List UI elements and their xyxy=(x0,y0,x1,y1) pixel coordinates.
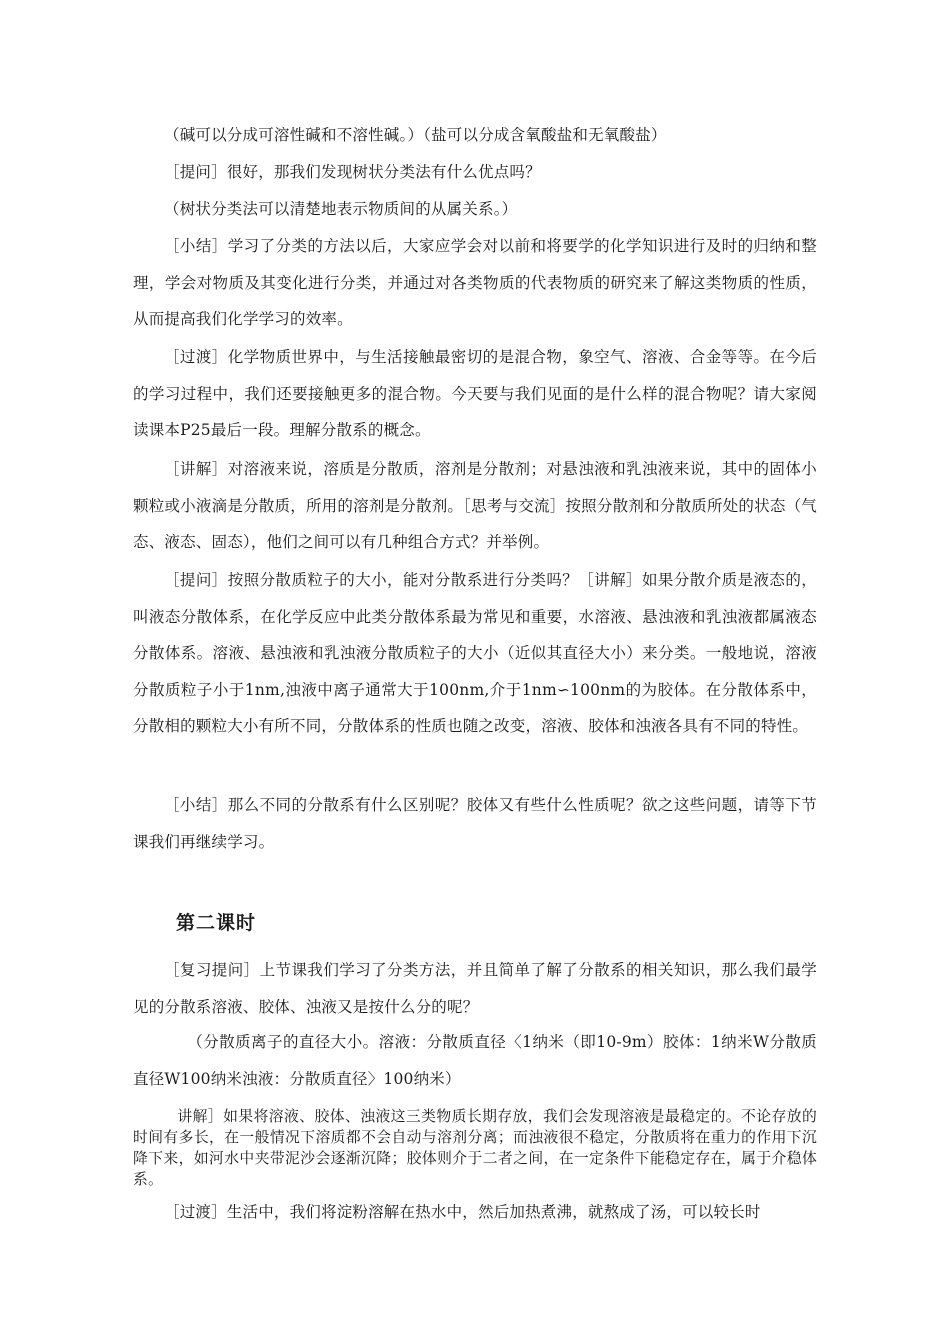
paragraph-tree-answer: （树状分类法可以清楚地表示物质间的从属关系。） xyxy=(164,200,518,218)
paragraph-explain-dispersion: ［讲解］对溶液来说，溶质是分散质，溶剂是分散剂；对悬浊液和乳浊液来说，其中的固体小颗粒或小液滴是分散质，所用的溶剂是分散剂。［思考与交流］按照分散剂和分散质所处的状态（气态、液态、固态），他们之间可以有几种组合方式？并举例。 xyxy=(133,460,817,551)
paragraph-summary-classification: ［小结］学习了分类的方法以后，大家应学会对以前和将要学的化学知识进行及时的归纳和整理，学会对物质及其变化进行分类，并通过对各类物质的代表物质的研究来了解这类物质的性质，从而提高我们化学学习的效率。 xyxy=(133,237,817,328)
paragraph-transition-mixtures: ［过渡］化学物质世界中，与生活接触最密切的是混合物，象空气、溶液、合金等等。在今后的学习过程中，我们还要接触更多的混合物。今天要与我们见面的是什么样的混合物呢？请大家阅读课本P25最后一段。理解分散系的概念。 xyxy=(133,348,817,439)
paragraph-transition-starch: ［过渡］生活中，我们将淀粉溶解在热水中，然后加热煮沸，就熬成了汤，可以较长时 xyxy=(164,1203,761,1221)
paragraph-summary-next-class: ［小结］那么不同的分散系有什么区别呢？胶体又有些什么性质呢？欲之这些问题，请等下节课我们再继续学习。 xyxy=(133,796,817,851)
paragraph-review-question: ［复习提问］上节课我们学习了分类方法，并且简单了解了分散系的相关知识，那么我们最学见的分散系溶液、胶体、浊液又是按什么分的呢？ xyxy=(133,961,817,1016)
paragraph-stability-explanation: 讲解］如果将溶液、胶体、浊液这三类物质长期存放，我们会发现溶液是最稳定的。不论存放的时间有多长，在一般情况下溶质都不会自动与溶剂分离；而浊液很不稳定，分散质将在重力的作用下沉降下来，如河水中夹带泥沙会逐渐沉降；胶体则介于二者之间，在一定条件下能稳定存在，属于介稳体系。 xyxy=(133,1108,817,1188)
section-heading-second-lesson: 第二课时 xyxy=(176,912,257,934)
paragraph-question-tree-advantage: ［提问］很好，那我们发现树状分类法有什么优点吗？ xyxy=(164,163,541,181)
paragraph-base-salt-classification: （碱可以分成可溶性碱和不溶性碱。）（盐可以分成含氧酸盐和无氧酸盐） xyxy=(164,126,667,144)
paragraph-question-particle-size: ［提问］按照分散质粒子的大小，能对分散系进行分类吗？［讲解］如果分散介质是液态的，叫液态分散体系，在化学反应中此类分散体系最为常见和重要，水溶液、悬浊液和乳浊液都属液态分散体系。溶液、悬浊液和乳浊液分散质粒子的大小（近似其直径大小）来分类。一般地说，溶液分散质粒子小于1nm,浊液中离子通常大于100nm,介于1nm∽100nm的为胶体。在分散体系中，分散相的颗粒大小有所不同，分散体系的性质也随之改变，溶液、胶体和浊液各具有不同的特性。 xyxy=(133,571,817,735)
paragraph-size-answer: （分散质离子的直径大小。溶液：分散质直径〈1纳米（即10-9m）胶体：1纳米W分散质直径W100纳米浊液：分散质直径〉100纳米） xyxy=(133,1033,817,1088)
